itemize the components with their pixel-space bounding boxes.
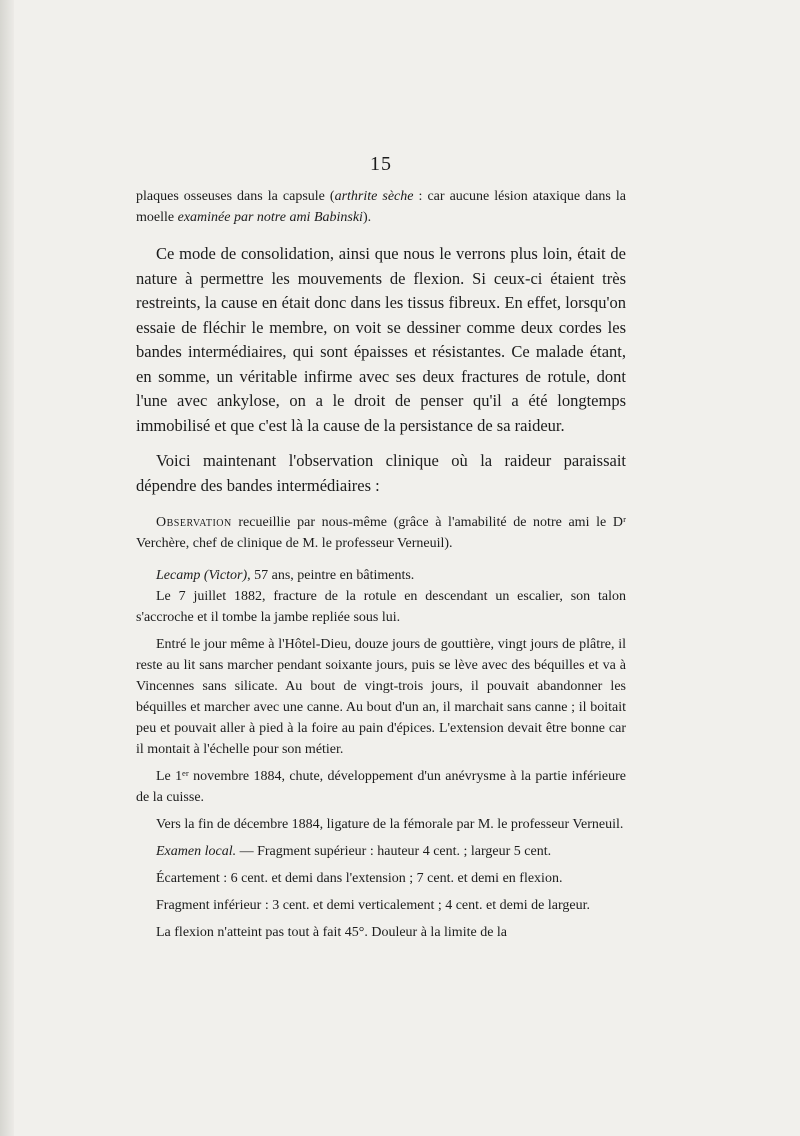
p1-text-c: : car aucune lésion ataxique dans la moelle bbox=[136, 189, 626, 225]
p1-text-e: ). bbox=[362, 210, 372, 225]
observation-source-text: recueillie par nous-même (grâce à l'amabilité de notre ami le Dʳ Verchère, chef de clinique de M. le professeur Verneuil). bbox=[136, 515, 626, 551]
paragraph-ligature: Vers la fin de décembre 1884, ligature de la fémorale par M. le professeur Verneuil. bbox=[156, 817, 624, 832]
paragraph-aneurysm: Le 1ᵉʳ novembre 1884, chute, développement d'un anévrysme à la partie inférieure de la cuisse. bbox=[136, 769, 626, 805]
paragraph-flexion: La flexion n'atteint pas tout à fait 45°. Douleur à la limite de la bbox=[156, 925, 508, 940]
observation-label: Observation bbox=[156, 515, 232, 530]
paragraph-observation-source bbox=[136, 512, 626, 554]
p1-italic-arthrite: arthrite sèche bbox=[334, 189, 414, 204]
paragraph-consolidation: Ce mode de consolidation, ainsi que nous le verrons plus loin, était de nature à permettre les mouvements de flexion. Si ceux-ci étaient très restreints, la cause en était donc dans les tissus fibreux. En effet, lorsqu'on essaie de fléchir le membre, on voit se dessiner comme deux cordes les bandes intermédiaires, qui sont épaisses et résistantes. Ce malade étant, en somme, un véritable infirme avec ses deux fractures de rotule, dont l'une avec ankylose, on a le droit de penser qu'il a été longtemps immobilisé et que c'est là la cause de la persistance de sa raideur. bbox=[136, 244, 626, 435]
paragraph-fragment-inferieur: Fragment inférieur : 3 cent. et demi verticalement ; 4 cent. et demi de largeur. bbox=[156, 898, 590, 913]
page-edge-shadow bbox=[0, 0, 14, 1136]
p1-italic-babinski: examinée par notre ami Babinski bbox=[177, 210, 363, 225]
paragraph-fracture: Le 7 juillet 1882, fracture de la rotule en descendant un escalier, son talon s'accroche et il tombe la jambe repliée sous lui. bbox=[136, 589, 626, 625]
paragraph-ecartement: Écartement : 6 cent. et demi dans l'extension ; 7 cent. et demi en flexion. bbox=[156, 871, 563, 886]
paragraph-hotel-dieu: Entré le jour même à l'Hôtel-Dieu, douze jours de gouttière, vingt jours de plâtre, il reste au lit sans marcher pendant soixante jours, puis se lève avec des béquilles et va à Vincennes sans silicate. Au bout de vingt-trois jours, il pouvait abandonner les béquilles et marcher avec une canne. Au bout d'un an, il marchait sans canne ; il boitait peu et pouvait aller à pied à la foire au pain d'épices. L'extension devait être bonne car il montait à l'échelle pour son métier. bbox=[136, 637, 626, 757]
paragraph-patient bbox=[136, 565, 626, 586]
examen-text: — Fragment supérieur : hauteur 4 cent. ; largeur 5 cent. bbox=[236, 844, 552, 859]
text-block bbox=[136, 152, 626, 943]
patient-details: , 57 ans, peintre en bâtiments. bbox=[247, 568, 415, 583]
p1-text-a: plaques osseuses dans la capsule ( bbox=[136, 189, 335, 204]
paragraph-examen-local bbox=[136, 841, 626, 862]
examen-label: Examen local. bbox=[156, 844, 237, 859]
page-number: 15 bbox=[370, 153, 392, 175]
paragraph-observation-intro: Voici maintenant l'observation clinique où la raideur paraissait dépendre des bandes intermédiaires : bbox=[136, 451, 626, 495]
paragraph-continuation bbox=[136, 186, 626, 228]
patient-name: Lecamp (Victor) bbox=[156, 568, 248, 583]
